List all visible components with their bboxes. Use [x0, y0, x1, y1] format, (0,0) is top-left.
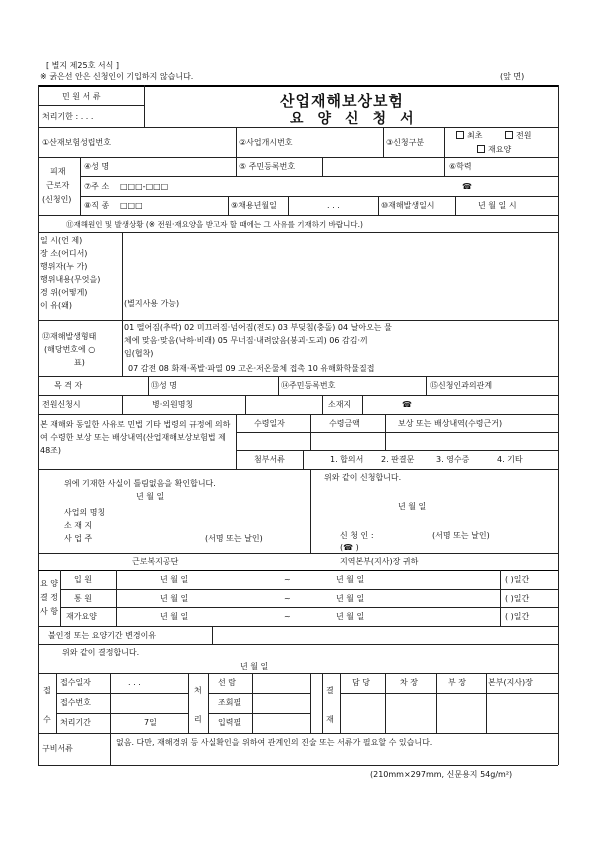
confirm-text: 위에 기재한 사실이 틀림없음을 확인합니다. — [64, 479, 216, 488]
approver-manager: 부 장 — [448, 678, 466, 687]
victim-label-div — [80, 157, 81, 215]
o-r3 — [56, 713, 188, 714]
approver-deputy: 차 장 — [400, 678, 418, 687]
o-div-a — [56, 673, 57, 733]
period-label-3: 사 항 — [40, 607, 58, 616]
biz-addr-label: 소 재 지 — [64, 521, 93, 530]
agency-top — [38, 553, 558, 554]
row1-div1 — [236, 127, 237, 157]
period-label-div — [60, 570, 61, 626]
type-label-div — [122, 320, 123, 376]
address-label: ⑦주 소 — [84, 182, 110, 191]
claim-h-detail: 보상 또는 배상내역(수령근거) — [398, 419, 503, 428]
o-p3 — [208, 713, 310, 714]
hire-date-value: . . . — [327, 201, 340, 210]
witness-top — [38, 376, 558, 377]
o-div-f — [310, 673, 311, 733]
opt-transfer[interactable] — [505, 131, 531, 141]
approver-head: 본부(지사)장 — [488, 678, 533, 687]
owner-label: 사 업 주 — [64, 534, 93, 543]
confirm-top — [38, 469, 558, 470]
period-days-div — [500, 570, 501, 626]
confirm-div — [310, 469, 311, 553]
h-div3 — [322, 395, 323, 414]
period-days-3: ( )일간 — [505, 612, 530, 621]
accident-date-label: ⑩재해발생일시 — [381, 201, 435, 210]
claim-attach-div — [303, 450, 304, 469]
form-title: 산업재해보상보험 — [280, 92, 404, 110]
frame-right — [558, 85, 559, 765]
form-number: [ 별지 제25호 서식 ] — [46, 61, 119, 70]
biz-name-label: 사업의 명칭 — [64, 508, 106, 517]
hire-date-label: ⑨채용년월일 — [231, 201, 277, 210]
decision-date: 년 월 일 — [240, 662, 269, 671]
o-div-j — [436, 673, 437, 733]
period-tilde-1: ~ — [284, 575, 291, 584]
o-r2 — [56, 693, 188, 694]
apply-type-label: ③신청구분 — [386, 138, 425, 147]
cause-label-div — [122, 232, 123, 320]
proc-input: 입력필 — [218, 718, 242, 727]
claim-div — [236, 414, 237, 469]
title-divider — [144, 85, 145, 127]
w-div1 — [148, 376, 149, 395]
o-div-i — [385, 673, 386, 733]
proc-label-1: 처 — [194, 686, 202, 695]
claim-attach-line — [236, 450, 558, 451]
applicant-phone: (☎ ) — [340, 543, 359, 552]
period-kind-2: 통 원 — [74, 594, 92, 603]
o-div-c — [188, 673, 189, 733]
docs-label: 구비서류 — [42, 744, 73, 753]
doc-label-line — [38, 105, 144, 106]
agency-right: 지역본부(지사)장 귀하 — [340, 557, 419, 566]
docs-top — [38, 733, 558, 734]
period-days-1: ( )일간 — [505, 575, 530, 584]
opt-first-label: 최초 — [467, 131, 483, 140]
row1-div3 — [444, 127, 445, 157]
hospital-label: 전원신청시 — [42, 400, 81, 409]
o-div-h — [340, 673, 341, 733]
decision-text: 위와 같이 결정합니다. — [62, 648, 140, 657]
applicant-label: 신 청 인 : — [340, 531, 374, 540]
applicant-sign: (서명 또는 날인) — [432, 531, 490, 540]
period-to-3: 년 월 일 — [336, 612, 365, 621]
v1-div1 — [236, 157, 237, 176]
period-label-2: 결 정 — [40, 593, 58, 602]
apply-text: 위와 같이 신청합니다. — [324, 473, 402, 482]
o-div-b — [110, 673, 111, 733]
deadline: 처리기한 : . . . — [42, 112, 94, 121]
o-div-d — [208, 673, 209, 733]
attach-label: 첨부서류 — [254, 455, 285, 464]
period-from-1: 년 월 일 — [160, 575, 189, 584]
confirm-date: 년 월 일 — [136, 492, 165, 501]
v3-top — [80, 196, 558, 197]
o-a-line — [340, 693, 558, 694]
receipt-date-value: . . . — [128, 678, 141, 687]
type-line-3: 임(협착) — [124, 349, 154, 358]
page-side: (앞 면) — [500, 72, 525, 81]
period-label-1: 요 양 — [40, 579, 58, 588]
accident-date-value: 년 월 일 시 — [478, 201, 517, 210]
frame-bottom — [38, 765, 558, 766]
claim-text: 본 재해와 동일한 사유로 민법 기타 법령의 규정에 의하여 수령한 보상 또는 배상내역(산업재해보상보험법 제48조) — [40, 420, 231, 455]
v1-div2 — [322, 157, 323, 176]
decision-top — [38, 626, 558, 627]
witness-name-label: ⑬성 명 — [151, 381, 177, 390]
v3-div1 — [228, 196, 229, 215]
footer-spec: (210mm×297mm, 신문용지 54g/m²) — [370, 770, 513, 779]
v3-div2 — [288, 196, 289, 215]
row1-top — [38, 127, 558, 128]
cause-head-bottom — [38, 232, 558, 233]
job-label: ⑧직 종 — [84, 201, 110, 210]
approver-staff: 담 당 — [352, 678, 370, 687]
opt-first-checkbox[interactable] — [456, 131, 464, 139]
apply-date: 년 월 일 — [398, 502, 427, 511]
w-div2 — [278, 376, 279, 395]
h-div4 — [362, 395, 363, 414]
opt-recare[interactable] — [477, 145, 511, 155]
business-no-label: ②사업개시번호 — [239, 138, 293, 147]
v2-top — [80, 176, 558, 177]
decision-line — [38, 644, 558, 645]
opt-transfer-label: 전원 — [516, 131, 532, 140]
period-from-3: 년 월 일 — [160, 612, 189, 621]
witness-label: 목 격 자 — [54, 381, 83, 390]
attach-3: 3. 영수증 — [436, 455, 470, 464]
docs-text: 없음. 다만, 재해경위 등 사실확인을 위하여 관계인의 진술 또는 서류가 필요할 수 있습니다. — [116, 738, 433, 747]
resno-label: ⑤ 주민등록번호 — [239, 162, 296, 171]
cause-where: 장 소(어디서) — [40, 249, 88, 258]
period-days-2: ( )일간 — [505, 594, 530, 603]
agency-left: 근로복지공단 — [132, 557, 179, 566]
v3-div4 — [455, 196, 456, 215]
decision-reason-label: 불인정 또는 요양기간 변경이유 — [48, 631, 157, 640]
opt-transfer-checkbox[interactable] — [505, 131, 513, 139]
type-line-4: 07 감전 08 화재·폭발·파열 09 고온·저온물체 접촉 10 유해화학물질접 — [128, 364, 375, 373]
cause-how: 경 위(어떻게) — [40, 288, 88, 297]
period-tilde-3: ~ — [284, 612, 291, 621]
row1-div2 — [383, 127, 384, 157]
receipt-label-1: 접 — [43, 686, 51, 695]
hospital-phone-icon: ☎ — [402, 400, 412, 409]
approval-label-2: 재 — [326, 715, 334, 724]
cause-top — [38, 215, 558, 216]
job-code: □□□ — [120, 201, 143, 210]
decision-div — [212, 626, 213, 644]
period-kind-1: 입 원 — [74, 575, 92, 584]
form-subtitle: 요양신청서 — [290, 111, 428, 127]
o-p2 — [208, 693, 310, 694]
opt-recare-checkbox[interactable] — [477, 145, 485, 153]
receipt-date-label: 접수일자 — [60, 678, 91, 687]
name-label: ④성 명 — [84, 162, 110, 171]
period-to-2: 년 월 일 — [336, 594, 365, 603]
phone-icon: ☎ — [462, 182, 472, 191]
victim-label-3: (신청인) — [42, 195, 72, 204]
attach-2: 2. 판결문 — [381, 455, 415, 464]
period-r3 — [60, 607, 558, 608]
form-note: ※ 굵은선 안은 신청인이 기입하지 않습니다. — [40, 72, 194, 81]
cause-who: 행위자(누 가) — [40, 262, 88, 271]
receipt-label-2: 수 — [43, 715, 51, 724]
period-from-2: 년 월 일 — [160, 594, 189, 603]
o-div-g — [322, 673, 323, 733]
doc-label: 민 원 서 류 — [62, 92, 101, 101]
owner-sign: (서명 또는 날인) — [205, 534, 263, 543]
cause-header: ⑪재해원인 및 발생상황 (※ 전원·재요양을 받고자 할 때에는 그 사유를 기재하기 바랍니다.) — [66, 220, 363, 229]
period-tilde-2: ~ — [284, 594, 291, 603]
v3-div3 — [378, 196, 379, 215]
opt-first[interactable] — [456, 131, 482, 141]
education-label: ⑥학력 — [449, 162, 472, 171]
claim-top — [38, 414, 558, 415]
frame-top — [38, 85, 558, 87]
claim-h-date: 수령일자 — [254, 419, 285, 428]
opt-recare-label: 재요양 — [488, 145, 512, 154]
cause-why: 이 유(왜) — [40, 301, 72, 310]
victim-label-2: 근로자 — [46, 181, 70, 190]
type-line-1: 01 떨어짐(추락) 02 미끄러짐·넘어짐(전도) 03 부딪침(충돌) 04 날아오는 물 — [124, 323, 392, 332]
hospital-name-label: 병·의원명칭 — [152, 400, 194, 409]
attach-1: 1. 합의서 — [330, 455, 364, 464]
proc-inquiry: 조회필 — [218, 698, 242, 707]
h-div1 — [122, 395, 123, 414]
period-r2 — [60, 589, 558, 590]
period-kind-div — [116, 570, 117, 626]
proc-label-2: 리 — [194, 715, 202, 724]
address-postcode: □□□-□□□ — [120, 182, 169, 191]
witness-resno-label: ⑭주민등록번호 — [281, 381, 336, 390]
witness-relation-label: ⑮신청인과의관계 — [430, 381, 493, 390]
period-kind-3: 재가요양 — [66, 612, 97, 621]
docs-div — [110, 733, 111, 765]
hospital-addr-label: 소재지 — [328, 400, 352, 409]
type-top — [38, 320, 558, 321]
proc-period-label: 처리기간 — [60, 718, 91, 727]
type-line-2: 체에 맞음·맞음(낙하·비래) 05 무너짐·내려앉음(붕괴·도괴) 06 감김·끼 — [124, 336, 368, 345]
w-div3 — [426, 376, 427, 395]
cause-attach-note: (별지사용 가능) — [124, 299, 180, 308]
frame-left — [38, 85, 39, 765]
o-div-e — [252, 673, 253, 733]
type-label-3: 표) — [74, 358, 85, 367]
claim-h-amount: 수령금액 — [329, 419, 360, 428]
hospital-top — [38, 395, 558, 396]
receipt-no-label: 접수번호 — [60, 698, 91, 707]
period-to-1: 년 월 일 — [336, 575, 365, 584]
type-label-2: (해당번호에 ○ — [44, 345, 96, 354]
approval-label-1: 결 — [326, 686, 334, 695]
h-div2 — [245, 395, 246, 414]
attach-4: 4. 기타 — [497, 455, 523, 464]
v1-div3 — [444, 157, 445, 176]
victim-top — [38, 157, 558, 158]
proc-period-value: 7일 — [144, 718, 157, 727]
claim-h-line — [236, 432, 558, 433]
cause-when: 일 시(언 제) — [40, 236, 83, 245]
victim-label-1: 피재 — [50, 167, 66, 176]
o-div-k — [486, 673, 487, 733]
cause-what: 행위내용(무엇을) — [40, 275, 101, 284]
office-top — [38, 673, 558, 674]
type-label-1: ⑫재해발생형태 — [42, 332, 97, 341]
proc-review: 선 람 — [218, 678, 236, 687]
insurance-no-label: ①산재보험성립번호 — [42, 138, 111, 147]
